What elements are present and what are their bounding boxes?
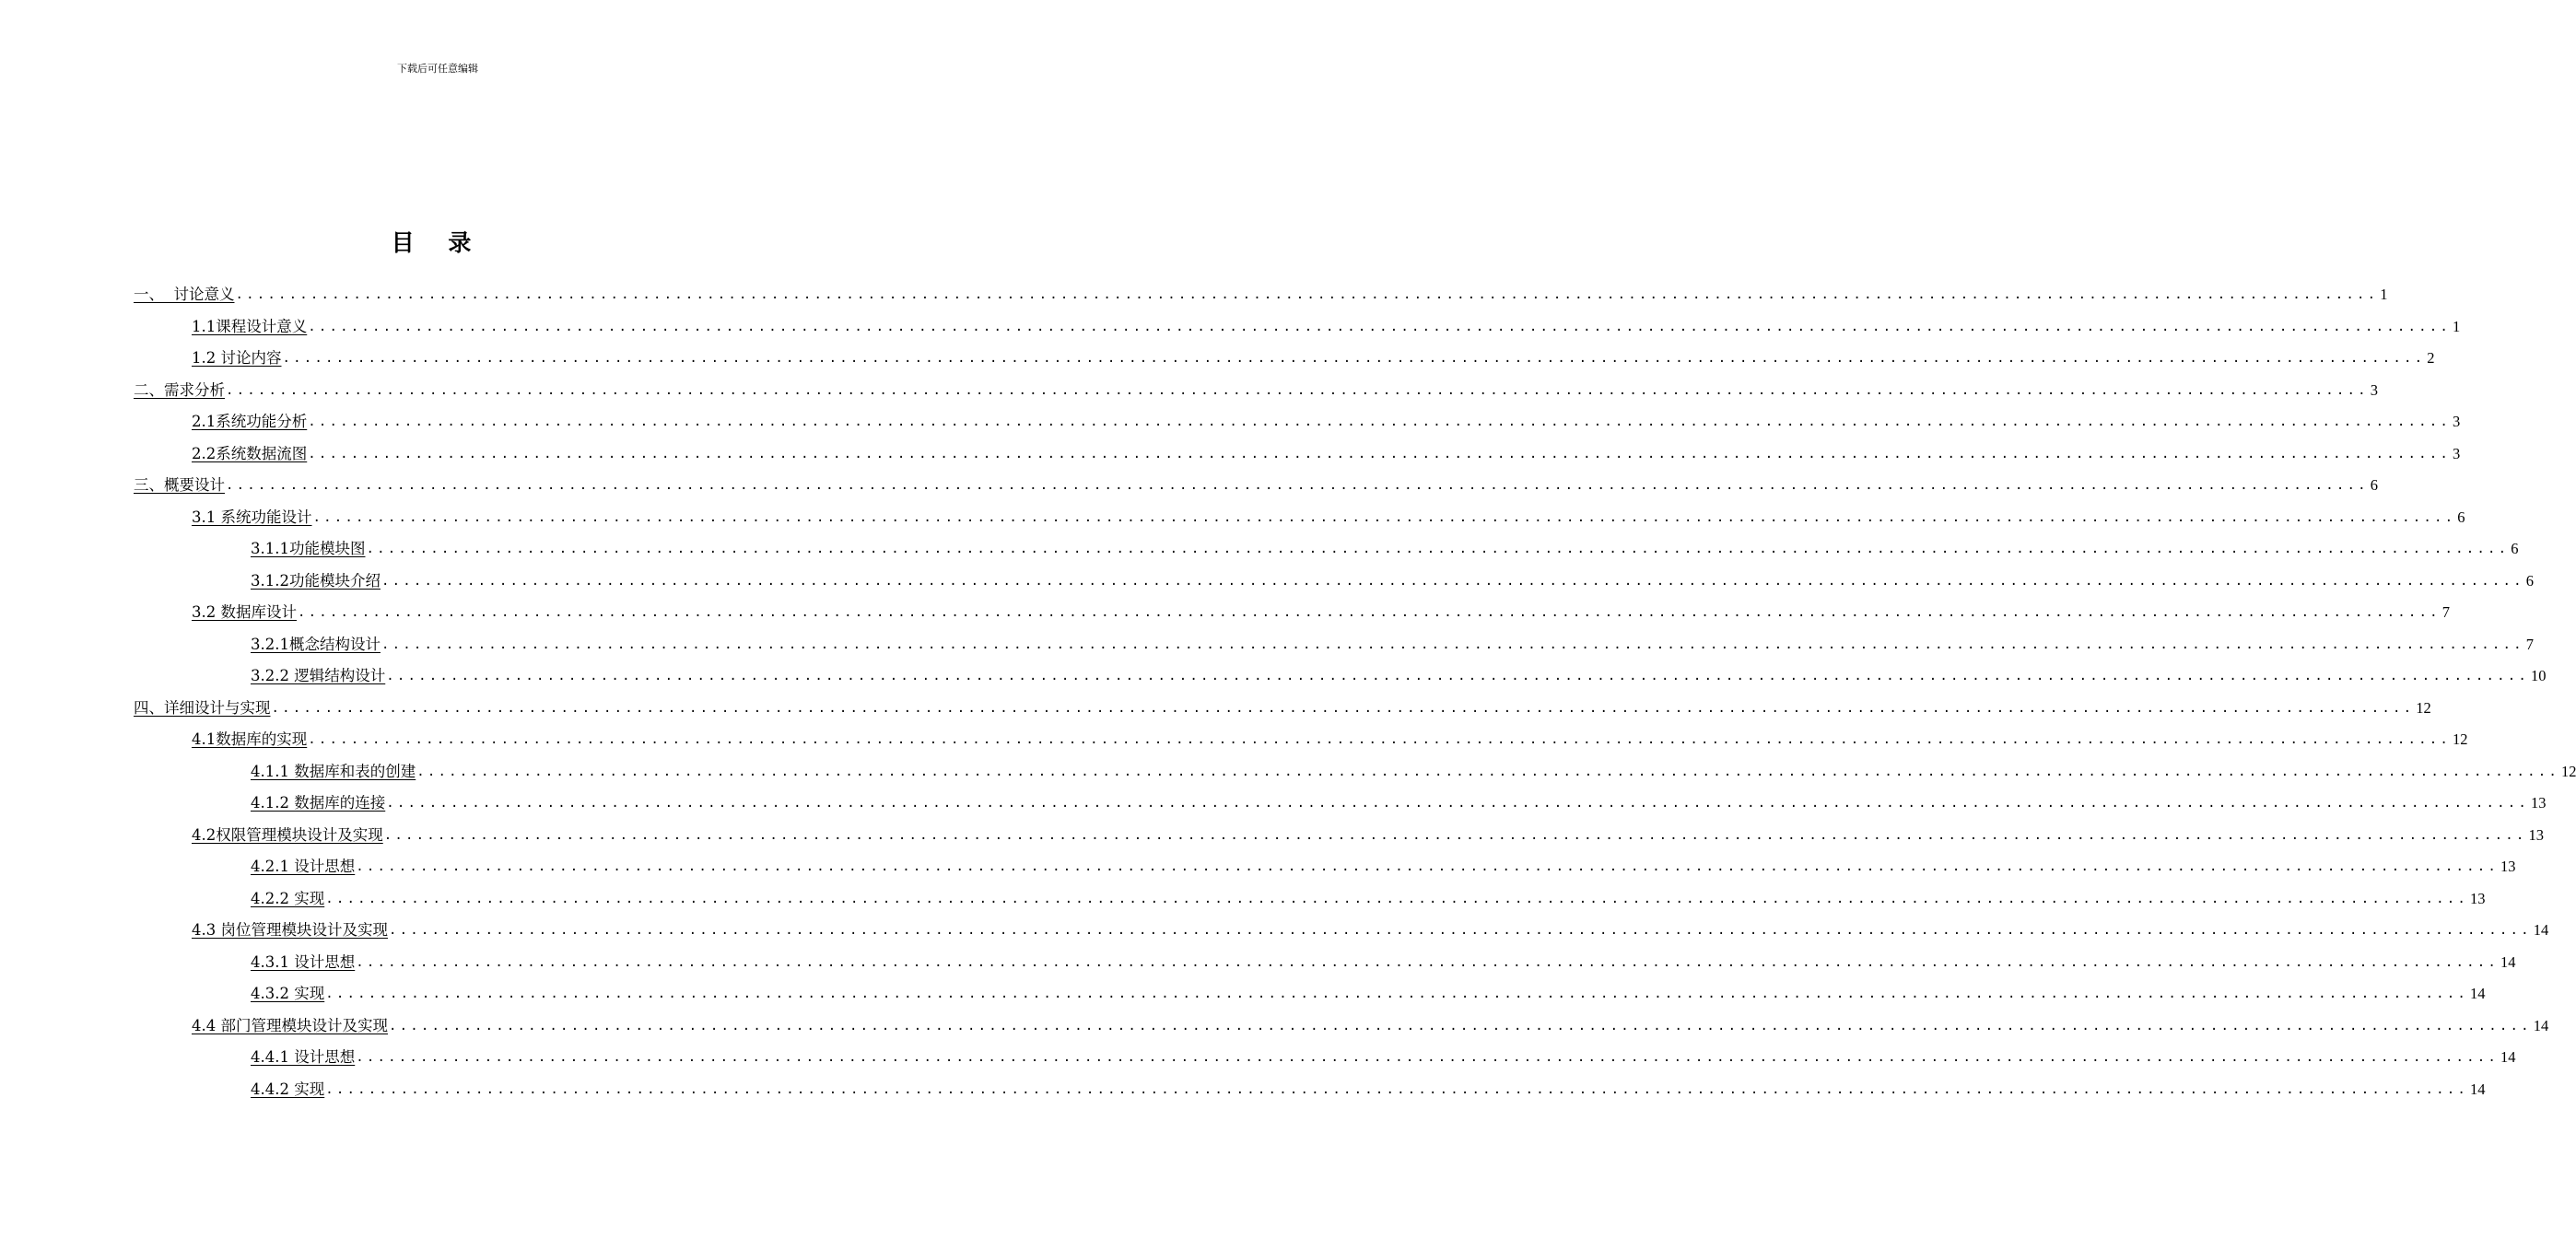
toc-entry[interactable] — [192, 309, 2461, 336]
toc-page-number: 14 — [2500, 1048, 2516, 1066]
toc-entry[interactable] — [192, 436, 2461, 463]
toc-entry-label[interactable]: 一、 讨论意义 — [134, 286, 235, 303]
toc-entry[interactable] — [251, 975, 2486, 1003]
toc-entry[interactable] — [251, 1071, 2486, 1099]
toc-page-number: 6 — [2457, 508, 2465, 526]
toc-entry[interactable] — [192, 721, 2468, 749]
toc-dot-leader: ........................................................................................................................................................................................................ — [356, 954, 2499, 970]
toc-dot-leader: ........................................................................................................................................................................................................ — [386, 669, 2529, 683]
toc-dot-leader: ........................................................................................................................................................................................................ — [386, 796, 2529, 811]
toc-entry[interactable] — [251, 785, 2547, 812]
toc-title: 目 录 — [391, 229, 485, 256]
toc-page-number: 1 — [2453, 317, 2461, 335]
toc-entry[interactable] — [192, 912, 2549, 940]
toc-dot-leader: ........................................................................................................................................................................................................ — [226, 382, 2369, 398]
toc-page-number: 1 — [2380, 286, 2388, 303]
toc-page-number: 3 — [2453, 413, 2461, 430]
toc-page-number: 14 — [2469, 1080, 2486, 1098]
toc-page-number: 13 — [2500, 858, 2516, 875]
toc-page-number: 6 — [2525, 571, 2534, 590]
toc-entry-label[interactable]: 4.4.1 设计思想 — [251, 1048, 356, 1066]
toc-entry-label[interactable]: 4.4 部门管理模块设计及实现 — [192, 1016, 388, 1034]
toc-dot-leader: ........................................................................................................................................................................................................ — [356, 859, 2499, 874]
toc-dot-leader: ........................................................................................................................................................................................................ — [298, 605, 2441, 620]
toc-entry[interactable] — [134, 467, 2378, 495]
toc-dot-leader: ........................................................................................................................................................................................................ — [271, 700, 2415, 716]
toc-entry-label[interactable]: 2.1系统功能分析 — [192, 413, 308, 430]
toc-page-number: 13 — [2528, 825, 2544, 844]
toc-dot-leader: ........................................................................................................................................................................................................ — [356, 1050, 2499, 1065]
toc-entry[interactable] — [251, 626, 2534, 654]
toc-entry[interactable] — [192, 1008, 2549, 1035]
toc-dot-leader: ........................................................................................................................................................................................................ — [308, 319, 2451, 334]
toc-dot-leader: ........................................................................................................................................................................................................ — [325, 987, 2468, 1001]
toc-entry[interactable] — [251, 658, 2547, 685]
toc-entry-label[interactable]: 四、详细设计与实现 — [134, 698, 271, 717]
toc-entry-label[interactable]: 三、概要设计 — [134, 476, 225, 494]
toc-entry[interactable] — [192, 340, 2435, 368]
toc-dot-leader: ........................................................................................................................................................................................................ — [308, 732, 2451, 747]
toc-entry[interactable] — [134, 690, 2431, 718]
toc-dot-leader: ........................................................................................................................................................................................................ — [308, 415, 2451, 429]
toc-entry-label[interactable]: 4.2权限管理模块设计及实现 — [192, 825, 383, 844]
toc-entry[interactable] — [251, 531, 2519, 558]
toc-entry[interactable] — [134, 276, 2388, 304]
toc-entry-label[interactable]: 二、需求分析 — [134, 380, 225, 399]
toc-entry[interactable] — [192, 403, 2461, 431]
toc-dot-leader: ........................................................................................................................................................................................................ — [383, 827, 2527, 843]
toc-entry[interactable] — [251, 848, 2516, 876]
toc-entry-label[interactable]: 4.2.1 设计思想 — [251, 858, 356, 875]
header-note: 下载后可任意编辑 — [397, 63, 478, 75]
toc-dot-leader: ........................................................................................................................................................................................................ — [389, 923, 2532, 938]
toc-entry-label[interactable]: 4.1数据库的实现 — [192, 730, 308, 748]
toc-entry[interactable] — [251, 563, 2534, 590]
toc-entry-label[interactable]: 4.3.1 设计思想 — [251, 952, 356, 971]
toc-entry-label[interactable]: 4.4.2 实现 — [251, 1080, 325, 1098]
toc-page-number: 10 — [2530, 667, 2547, 684]
toc-page-number: 3 — [2453, 444, 2461, 462]
toc-page-number: 12 — [2560, 762, 2576, 780]
toc-dot-leader: ........................................................................................................................................................................................................ — [366, 542, 2510, 556]
toc-entry-label[interactable]: 1.2 讨论内容 — [192, 349, 282, 367]
toc-dot-leader: ........................................................................................................................................................................................................ — [308, 446, 2451, 461]
toc-entry-label[interactable]: 2.2系统数据流图 — [192, 444, 308, 462]
toc-dot-leader: ........................................................................................................................................................................................................ — [325, 1081, 2468, 1097]
toc-page-number: 14 — [2533, 1016, 2549, 1034]
toc-dot-leader: ........................................................................................................................................................................................................ — [381, 573, 2524, 589]
toc-entry-label[interactable]: 3.2.1概念结构设计 — [251, 635, 381, 653]
toc-dot-leader: ........................................................................................................................................................................................................ — [312, 509, 2456, 525]
toc-page-number: 3 — [2370, 380, 2378, 399]
toc-entry[interactable] — [251, 1039, 2516, 1067]
toc-page-number: 13 — [2469, 889, 2486, 907]
toc-entry[interactable] — [134, 372, 2378, 400]
toc-page-number: 7 — [2441, 603, 2450, 621]
toc-entry-label[interactable]: 4.2.2 实现 — [251, 889, 325, 907]
toc-page-number: 14 — [2533, 921, 2549, 939]
toc-entry[interactable] — [251, 944, 2516, 972]
toc-dot-leader: ........................................................................................................................................................................................................ — [325, 891, 2468, 906]
toc-entry[interactable] — [192, 499, 2465, 527]
toc-dot-leader: ........................................................................................................................................................................................................ — [389, 1018, 2532, 1034]
toc-page-number: 12 — [2453, 730, 2468, 748]
toc-entry-label[interactable]: 1.1课程设计意义 — [192, 317, 308, 335]
toc-page-number: 12 — [2416, 698, 2431, 717]
toc-page-number: 6 — [2511, 540, 2519, 557]
toc-entry-label[interactable]: 4.1.2 数据库的连接 — [251, 794, 386, 812]
toc-page-number: 14 — [2500, 952, 2516, 971]
toc-dot-leader: ........................................................................................................................................................................................................ — [282, 351, 2426, 366]
toc-dot-leader: ........................................................................................................................................................................................................ — [226, 478, 2369, 493]
toc-entry-label[interactable]: 4.3 岗位管理模块设计及实现 — [192, 921, 388, 939]
toc-entry[interactable] — [192, 594, 2450, 622]
toc-dot-leader: ........................................................................................................................................................................................................ — [381, 637, 2524, 652]
toc-entry[interactable] — [251, 881, 2486, 908]
toc-page-number: 7 — [2525, 635, 2534, 653]
toc-entry[interactable] — [192, 817, 2544, 845]
toc-dot-leader: ........................................................................................................................................................................................................ — [416, 764, 2559, 779]
toc-entry[interactable] — [251, 753, 2576, 781]
toc-entry-label[interactable]: 3.2.2 逻辑结构设计 — [251, 667, 386, 684]
toc-entry-label[interactable]: 3.1.2功能模块介绍 — [251, 571, 381, 590]
toc-entry-label[interactable]: 3.2 数据库设计 — [192, 603, 297, 621]
toc-entry-label[interactable]: 3.1.1功能模块图 — [251, 540, 366, 557]
toc-entry-label[interactable]: 3.1 系统功能设计 — [192, 508, 312, 526]
toc-entry-label[interactable]: 4.1.1 数据库和表的创建 — [251, 762, 416, 780]
toc-page-number: 13 — [2530, 794, 2547, 812]
toc-entry-label[interactable]: 4.3.2 实现 — [251, 985, 325, 1002]
toc-dot-leader: ........................................................................................................................................................................................................ — [235, 287, 2379, 302]
toc-page-number: 14 — [2469, 985, 2486, 1002]
toc-page-number: 6 — [2370, 476, 2378, 494]
toc-page-number: 2 — [2427, 349, 2435, 367]
